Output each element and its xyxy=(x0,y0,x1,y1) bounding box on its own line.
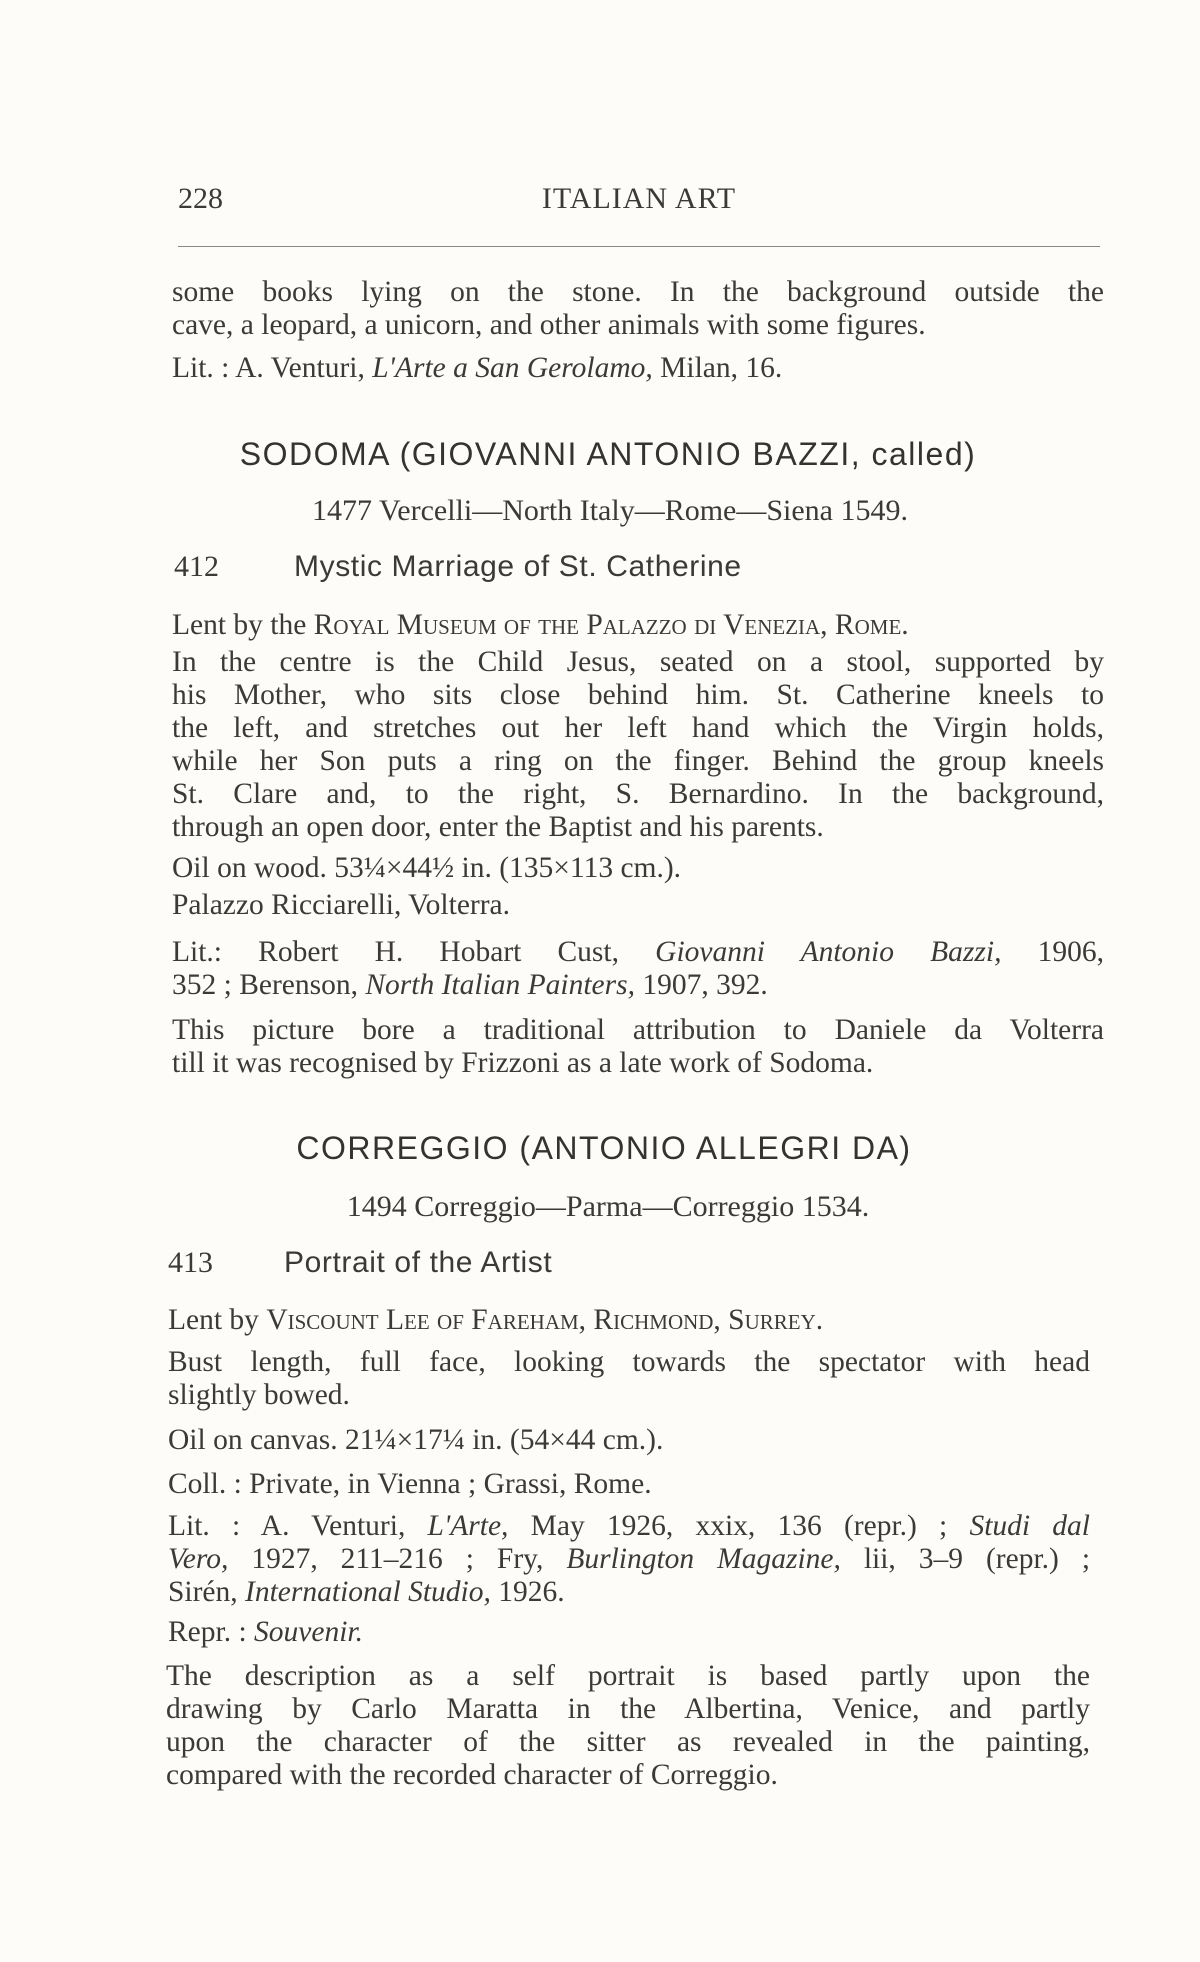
description-line: through an open door, enter the Baptist and his parents. xyxy=(172,811,824,843)
entry-413-reproduction xyxy=(168,1616,1106,1649)
entry-413-medium: Oil on canvas. 21¼×17¼ in. (54×44 cm.). xyxy=(168,1424,664,1456)
intro-paragraph xyxy=(172,276,1104,342)
note-line: compared with the recorded character of Correggio. xyxy=(166,1759,778,1791)
lit-title: Studi dal xyxy=(969,1510,1090,1542)
description-line: Bust length, full face, looking towards the spectator with head xyxy=(168,1346,1090,1378)
intro-line-2: cave, a leopard, a unicorn, and other animals with some figures. xyxy=(172,309,926,341)
running-title: ITALIAN ART xyxy=(541,182,737,215)
repr-title: Souvenir. xyxy=(254,1616,364,1648)
catalogue-entry-412 xyxy=(174,550,742,584)
entry-413-collection: Coll. : Private, in Vienna ; Grassi, Rome. xyxy=(168,1468,652,1500)
lender-prefix: Lent by xyxy=(168,1304,267,1336)
note-line: This picture bore a traditional attribution to Daniele da Volterra xyxy=(172,1014,1104,1046)
entry-number: 412 xyxy=(174,550,219,583)
lit-text: May 1926, xxix, 136 (repr.) ; xyxy=(508,1510,970,1542)
lit-text: Sirén, xyxy=(168,1576,246,1608)
entry-412-lender xyxy=(172,609,1110,642)
intro-lit-prefix: Lit. : A. Venturi, xyxy=(172,352,373,384)
artist-dates-sodoma: 1477 Vercelli—North Italy—Rome—Siena 1549. xyxy=(311,494,908,527)
header-rule xyxy=(178,246,1100,247)
intro-line-1: some books lying on the stone. In the background outside the xyxy=(172,276,1104,308)
description-line: his Mother, who sits close behind him. St. Catherine kneels to xyxy=(172,679,1104,711)
entry-number: 413 xyxy=(168,1246,213,1279)
lit-title: International Studio, xyxy=(245,1576,491,1608)
note-line: till it was recognised by Frizzoni as a late work of Sodoma. xyxy=(172,1047,874,1079)
repr-prefix: Repr. : xyxy=(168,1616,255,1648)
intro-lit-title: L'Arte a San Gerolamo, xyxy=(372,352,653,384)
lender-name: Royal Museum of the Palazzo di Venezia, Rome. xyxy=(313,609,909,641)
entry-413-lender xyxy=(168,1304,1106,1337)
entry-412-note xyxy=(172,1014,1104,1080)
lit-text: Lit.: Robert H. Hobart Cust, xyxy=(172,936,656,968)
note-line: upon the character of the sitter as revealed in the painting, xyxy=(166,1726,1090,1758)
lender-prefix: Lent by the xyxy=(172,609,314,641)
entry-412-location: Palazzo Ricciarelli, Volterra. xyxy=(172,889,511,921)
entry-412-literature xyxy=(172,936,1104,1002)
description-line: slightly bowed. xyxy=(168,1379,350,1411)
lender-name: Viscount Lee of Fareham, Richmond, Surrey. xyxy=(266,1304,824,1336)
lit-text: 1926. xyxy=(490,1576,565,1608)
description-line: while her Son puts a ring on the finger. Behind the group kneels xyxy=(172,745,1104,777)
lit-title: Burlington Magazine, xyxy=(566,1543,841,1575)
lit-text: 352 ; Berenson, xyxy=(172,969,366,1001)
description-line: the left, and stretches out her left hand which the Virgin holds, xyxy=(172,712,1104,744)
entry-title: Mystic Marriage of St. Catherine xyxy=(294,550,742,583)
catalogue-entry-413 xyxy=(168,1246,552,1280)
page-number: 228 xyxy=(178,182,223,215)
description-line: St. Clare and, to the right, S. Bernardino. In the background, xyxy=(172,778,1104,810)
description-line: In the centre is the Child Jesus, seated on a stool, supported by xyxy=(172,646,1104,678)
artist-dates-correggio: 1494 Correggio—Parma—Correggio 1534. xyxy=(346,1190,870,1223)
lit-text: lii, 3–9 (repr.) ; xyxy=(840,1543,1091,1575)
running-head xyxy=(178,182,1100,228)
lit-title: North Italian Painters, xyxy=(365,969,635,1001)
entry-413-literature xyxy=(168,1510,1090,1609)
note-line: drawing by Carlo Maratta in the Albertina, Venice, and partly xyxy=(166,1693,1090,1725)
entry-413-note xyxy=(166,1660,1090,1792)
entry-412-medium: Oil on wood. 53¼×44½ in. (135×113 cm.). xyxy=(172,852,682,884)
lit-text: 1907, 392. xyxy=(634,969,768,1001)
intro-literature xyxy=(172,352,1110,385)
entry-412-description xyxy=(172,646,1104,844)
lit-text: 1927, 211–216 ; Fry, xyxy=(228,1543,567,1575)
artist-heading-sodoma: SODOMA (GIOVANNI ANTONIO BAZZI, called) xyxy=(239,436,977,472)
lit-title: L'Arte, xyxy=(427,1510,509,1542)
lit-text: 1906, xyxy=(1001,936,1104,968)
entry-title: Portrait of the Artist xyxy=(284,1246,553,1279)
lit-title: Giovanni Antonio Bazzi, xyxy=(655,936,1002,968)
intro-lit-suffix: Milan, 16. xyxy=(652,352,783,384)
lit-title: Vero, xyxy=(168,1543,229,1575)
entry-413-description xyxy=(168,1346,1090,1412)
lit-text: Lit. : A. Venturi, xyxy=(168,1510,428,1542)
note-line: The description as a self portrait is based partly upon the xyxy=(166,1660,1090,1692)
artist-heading-correggio: CORREGGIO (ANTONIO ALLEGRI DA) xyxy=(296,1130,912,1166)
